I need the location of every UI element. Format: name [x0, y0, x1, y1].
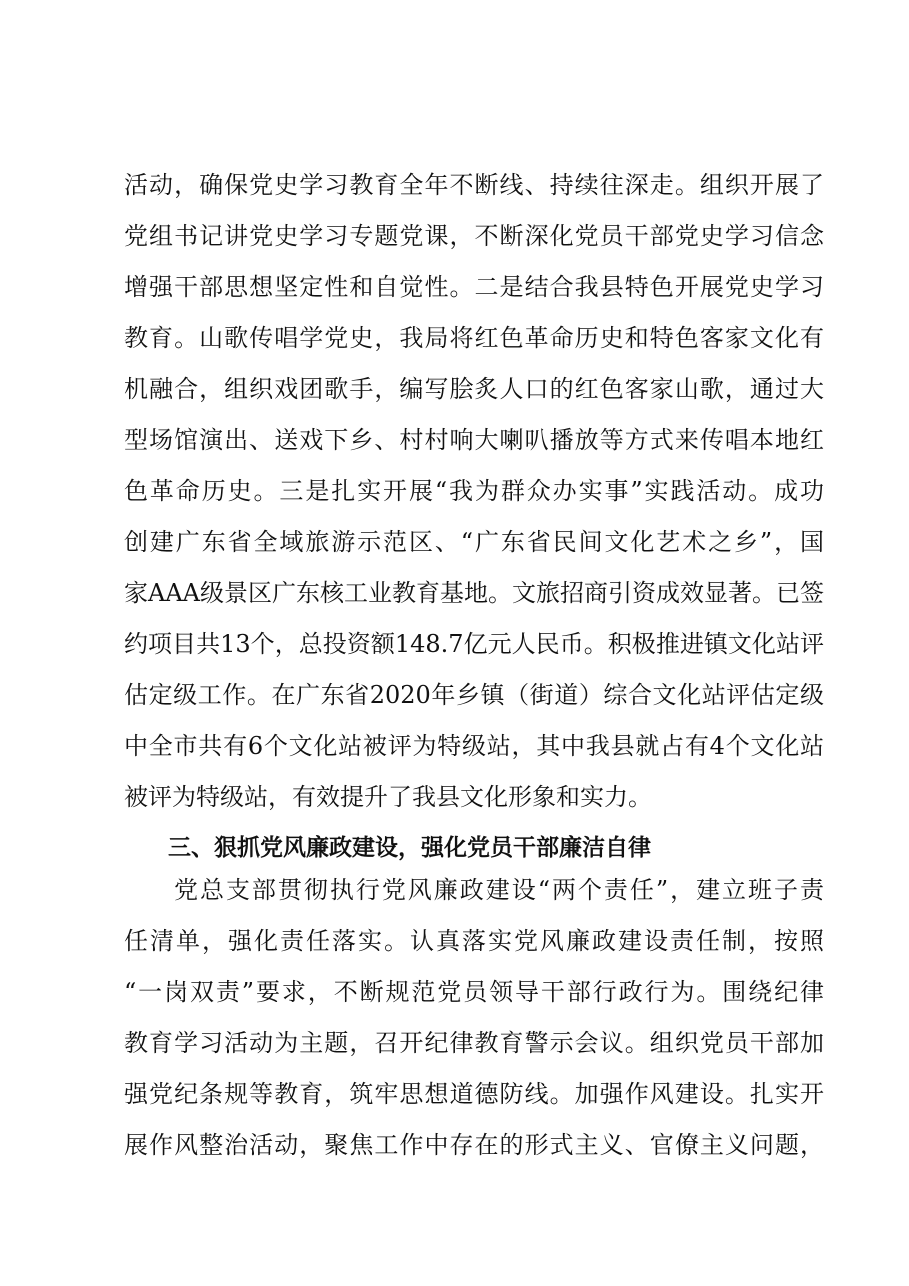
text-line: 教育学习活动为主题，召开纪律教育警示会议。组织党员干部加: [124, 1029, 824, 1057]
section-heading: 三、狠抓党风廉政建设，强化党员干部廉洁自律: [168, 835, 651, 861]
text-line: 教育。山歌传唱学党史，我局将红色革命历史和特色客家文化有: [124, 324, 824, 352]
text-line: 党组书记讲党史学习专题党课，不断深化党员干部党史学习信念: [124, 222, 824, 250]
text-line: 任清单，强化责任落实。认真落实党风廉政建设责任制，按照: [124, 927, 824, 955]
document-body: [124, 168, 824, 1179]
text-line: 活动，确保党史学习教育全年不断线、持续往深走。组织开展了: [124, 171, 824, 199]
text-line: 被评为特级站，有效提升了我县文化形象和实力。: [124, 783, 652, 811]
paragraph: [124, 168, 824, 831]
text-line: 党总支部贯彻执行党风廉政建设“两个责任”，建立班子责: [174, 876, 824, 904]
text-line: “一岗双责”要求，不断规范党员领导干部行政行为。围绕纪律: [124, 978, 824, 1006]
text-line: 约项目共13个，总投资额148.7亿元人民币。积极推进镇文化站评: [124, 630, 824, 658]
text-line: 中全市共有6个文化站被评为特级站，其中我县就占有4个文化站: [124, 732, 824, 760]
text-line: 增强干部思想坚定性和自觉性。二是结合我县特色开展党史学习: [124, 273, 824, 301]
text-line: 色革命历史。三是扎实开展“我为群众办实事”实践活动。成功: [124, 477, 824, 505]
text-line: 机融合，组织戏团歌手，编写脍炙人口的红色客家山歌，通过大: [124, 375, 824, 403]
text-line: 估定级工作。在广东省2020年乡镇（街道）综合文化站评估定级: [124, 681, 824, 709]
text-line: 展作风整治活动，聚焦工作中存在的形式主义、官僚主义问题，: [124, 1131, 824, 1159]
text-line: 创建广东省全域旅游示范区、“广东省民间文化艺术之乡”，国: [124, 528, 824, 556]
paragraph: [124, 873, 824, 1179]
text-line: 家AAA级景区广东核工业教育基地。文旅招商引资成效显著。已签: [124, 579, 824, 607]
text-line: 强党纪条规等教育，筑牢思想道德防线。加强作风建设。扎实开: [124, 1080, 824, 1108]
text-line: 型场馆演出、送戏下乡、村村响大喇叭播放等方式来传唱本地红: [124, 426, 824, 454]
